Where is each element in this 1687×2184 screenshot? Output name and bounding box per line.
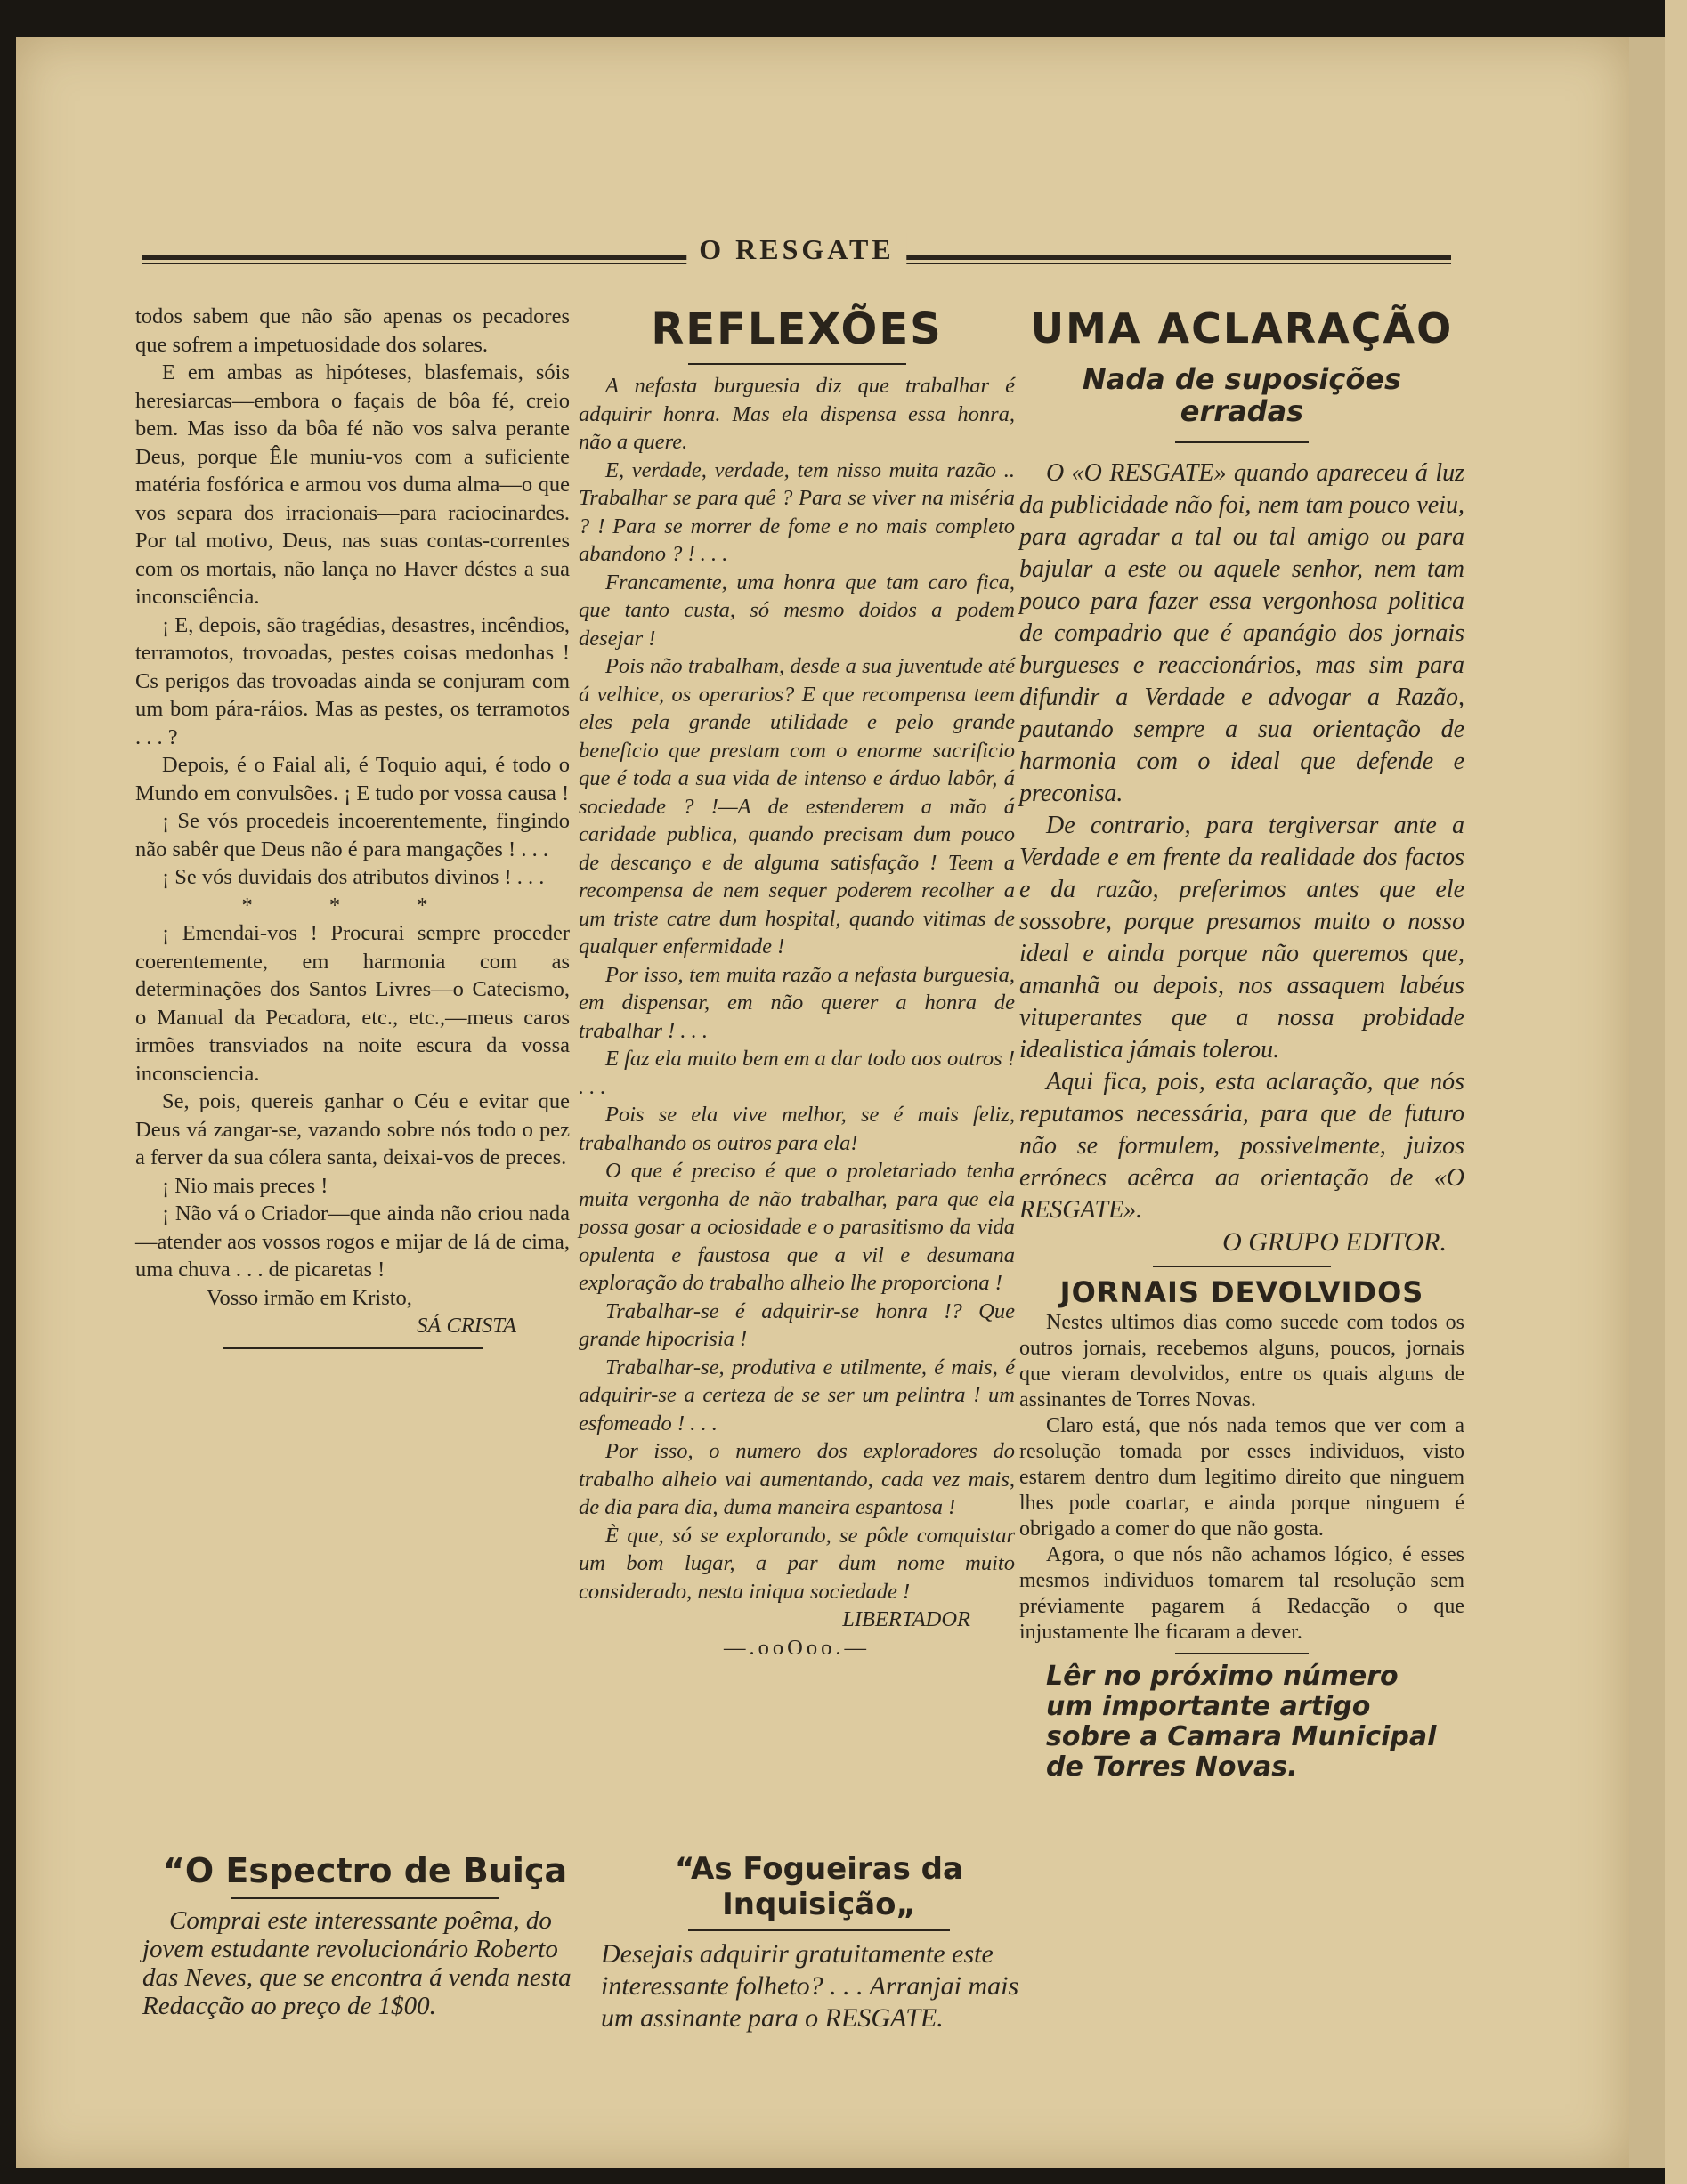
paragraph: E faz ela muito bem em a dar todo aos outros ! . . . (579, 1047, 1015, 1099)
divider (1175, 1653, 1309, 1654)
paragraph: todos sabem que não são apenas os pecadores que sofrem a impetuosidade dos solares. (135, 304, 570, 357)
paragraph: Trabalhar-se, produtiva e utilmente, é mais, é adquirir-se a certeza de se ser um pelintra ! um esfomeado ! . . . (579, 1355, 1015, 1436)
closing: Vosso irmão em Kristo, (207, 1285, 412, 1310)
signature: O GRUPO EDITOR. (1222, 1227, 1447, 1257)
ad-title: “O Espectro de Buiça (162, 1851, 568, 1890)
paragraph: ¡ Não vá o Criador—que ainda não criou nada—atender aos vossos rogos e mijar de lá de cima, uma chuva . . . de picaretas ! (135, 1201, 570, 1282)
paragraph: Francamente, uma honra que tam caro fica, que tanto custa, só mesmo doidos a podem desejar ! (579, 570, 1015, 651)
paragraph: Por isso, tem muita razão a nefasta burguesia, em dispensar, em não querer a honra de trabalhar ! . . . (579, 962, 1015, 1043)
section-stars: * * * (241, 893, 464, 918)
paragraph: E em ambas as hipóteses, blasfemais, sóis heresiarcas—embora o façais de bôa fé, creio bem. Mas isso da bôa fé não vos salva perante Deus, porque Êle muniu-vos com a suficiente matéria fosfórica e armou vos duma alma—o que vos separa dos irracionais—para raciocinardes. Por tal motivo, Deus, nas suas contas-correntes com os mortais, não lança no Haver déstes a sua inconsciência. (135, 360, 570, 609)
ad-text: Desejais adquirir gratuitamente este interessante folheto? . . . Arranjai mais um assinante para o RESGATE. (601, 1939, 1019, 2033)
masthead (142, 233, 1451, 269)
paragraph: Aqui fica, pois, esta aclaração, que nós reputamos necessária, para que de futuro não se formulem, possivelmente, juizos errónecs acêrca aa orientação de «O RESGATE». (1019, 1068, 1464, 1224)
paragraph: ¡ Nio mais preces ! (162, 1173, 328, 1198)
notice: Lêr no próximo número um importante artigo sobre a Camara Municipal de Torres Novas. (1046, 1661, 1437, 1783)
paragraph: Agora, o que nós não achamos lógico, é esses mesmos individuos tomarem tal resolução sem préviamente pagarem á Redacção o que injustamente lhe ficaram a dever. (1019, 1543, 1464, 1644)
paragraph: O que é preciso é que o proletariado tenha muita vergonha de não trabalhar, para que ela possa gosar a ociosidade e o parasitismo da vida opulenta e faustosa que a vil e desumana exploração do trabalho alheio lhe proporciona ! (579, 1159, 1015, 1295)
column-2 (579, 303, 1015, 1662)
paragraph: È que, só se explorando, se pôde comquistar um bom lugar, a par dum nome muito considerado, nesta iniqua sociedade ! (579, 1523, 1015, 1604)
paragraph: Pois se ela vive melhor, se é mais feliz, trabalhando os outros para ela! (579, 1103, 1015, 1155)
paragraph: ¡ Emendai-vos ! Procurai sempre proceder coerentemente, em harmonia com as determinações dos Santos Livres—o Catecismo, o Manual da Pecadora, etc., etc.,—meus caros irmões transviados na noite escura da vossa inconsciencia. (135, 921, 570, 1086)
ad-text: Comprai este interessante poêma, do jovem estudante revolucionário Roberto das Neves, que se encontra á venda nesta Redacção ao preço de 1$00. (142, 1906, 572, 2020)
paragraph: ¡ Se vós procedeis incoerentemente, fingindo não sabêr que Deus não é para mangações ! . . . (135, 809, 570, 861)
newspaper-title: O RESGATE (686, 233, 906, 266)
article-title: REFLEXÕES (651, 304, 943, 354)
divider (223, 1347, 483, 1349)
paragraph: Claro está, que nós nada temos que ver com a resolução tomada por esses individuos, visto estarem dentro dum legitimo direito que ninguem lhes pode coartar, e ainda porque ninguem é obrigado a comer do que não gosta. (1019, 1414, 1464, 1541)
divider (688, 1929, 950, 1931)
aclaracao-body (1019, 457, 1464, 1258)
paragraph: Depois, é o Faial ali, é Toquio aqui, é todo o Mundo em convulsões. ¡ E tudo por vossa causa ! (135, 753, 570, 805)
ornament: —.ooOoo.— (724, 1635, 870, 1660)
divider (1175, 441, 1309, 443)
paragraph: Por isso, o numero dos exploradores do trabalho alheio vai aumentando, cada vez mais, de dia para dia, duma maneira espantosa ! (579, 1439, 1015, 1519)
ad-espectro (142, 1851, 588, 2020)
paragraph: ¡ Se vós duvidais dos atributos divinos ! . . . (162, 865, 545, 889)
article-subtitle: Nada de suposições erradas (1082, 362, 1402, 428)
paragraph: Se, pois, quereis ganhar o Céu e evitar que Deus vá zangar-se, vazando sobre nós todo o pez a ferver da sua cólera santa, deixai-vos de preces. (135, 1089, 570, 1169)
devolvidos-body (1019, 1310, 1464, 1646)
paragraph: Nestes ultimos dias como sucede com todos os outros jornais, recebemos alguns, poucos, jornais que vieram devolvidos, entre os quais alguns de assinantes de Torres Novas. (1019, 1311, 1464, 1412)
column-1 (135, 303, 570, 1356)
paragraph: ¡ E, depois, são tragédias, desastres, incêndios, terramotos, trovoadas, pestes coisas medonhas ! Cs perigos das trovoadas ainda se conjuram com um bom pára-ráios. Mas as pestes, os terramotos . . . ? (135, 612, 570, 749)
divider (688, 363, 906, 365)
paragraph: O «O RESGATE» quando apareceu á luz da publicidade não foi, nem tam pouco veiu, para agradar a tal ou tal amigo ou para bajular a este ou aquele senhor, nem tam pouco para fazer essa vergonhosa politica de compadrio que é apanágio dos jornais burgueses e reaccionários, mas sim para difundir a Verdade e advogar a Razão, pautando sempre a sua orientação de harmonia com o ideal que defende e preconisa. (1019, 459, 1464, 807)
divider (231, 1897, 499, 1899)
signature: SÁ CRISTA (417, 1314, 516, 1338)
paragraph: Pois não trabalham, desde a sua juventude até á velhice, os operarios? E que recompensa teem eles pela grande utilidade e pelo grande beneficio que prestam com o enorme sacrificio que é toda a sua vida de intenso e árduo labôr, á sociedade ? !—A de estenderem a mão á caridade publica, quando precisam dum pouco de descanço e de alguma satisfação ! Teem a recompensa de nem sequer poderem recolher a um triste catre dum hospital, quando vitimas de qualquer enfermidade ! (579, 654, 1015, 959)
article-title: UMA ACLARAÇÃO (1030, 304, 1454, 352)
column-3 (1019, 303, 1464, 1783)
divider (1153, 1266, 1331, 1267)
page-edge-right (1665, 0, 1687, 2184)
ad-title: “As Fogueiras da Inquisição„ (675, 1851, 963, 1922)
paragraph: Trabalhar-se é adquirir-se honra !? Que grande hipocrisia ! (579, 1298, 1015, 1351)
page-edge (1629, 37, 1665, 2168)
paragraph: E, verdade, verdade, tem nisso muita razão .. Trabalhar se para quê ? Para se viver na miséria ? ! Para se morrer de fome e no mais completo abandono ? ! . . . (579, 457, 1015, 566)
signature: LIBERTADOR (842, 1607, 970, 1631)
paragraph: A nefasta burguesia diz que trabalhar é adquirir honra. Mas ela dispensa essa honra, não a quere. (579, 374, 1015, 454)
paragraph: De contrario, para tergiversar ante a Verdade e em frente da realidade dos factos e da razão, preferimos antes que ele sossobre, porque presamos muito o nosso ideal e ainda porque não queremos que, amanhã ou depois, nos assaquem labéus vituperantes que a nossa probidade idealistica jámais tolerou. (1019, 812, 1464, 1064)
article-title-2: JORNAIS DEVOLVIDOS (1059, 1275, 1424, 1309)
ad-fogueiras (601, 1851, 1037, 2034)
